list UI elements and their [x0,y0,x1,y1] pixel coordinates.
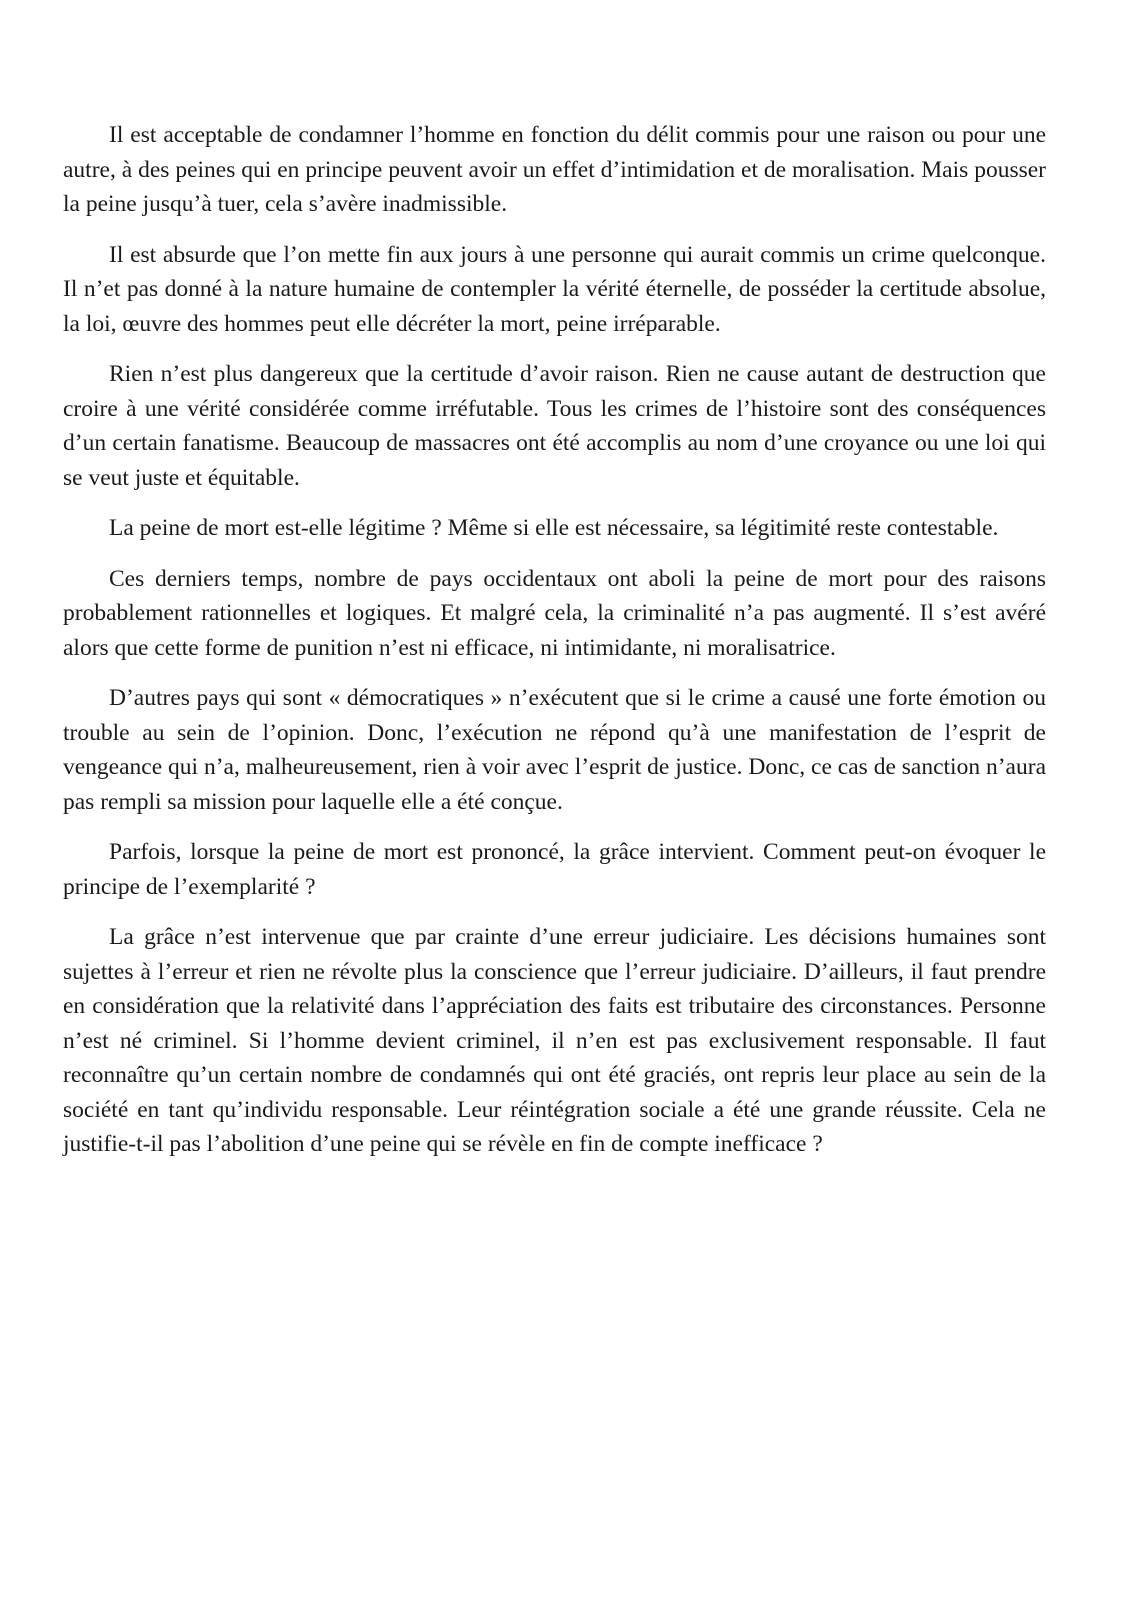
paragraph-7: Parfois, lorsque la peine de mort est prononcé, la grâce intervient. Comment peut-on évoquer le principe de l’exemplarité ? [63,839,1046,900]
paragraph-2: Il est absurde que l’on mette fin aux jours à une personne qui aurait commis un crime quelconque. Il n’et pas donné à la nature humaine de contempler la vérité éternelle, de posséder la certitude absolue, la loi, œuvre des hommes peut elle décréter la mort, peine irréparable. [63,241,1046,337]
paragraph-6: D’autres pays qui sont « démocratiques » n’exécutent que si le crime a causé une forte émotion ou trouble au sein de l’opinion. Donc, l’exécution ne répond qu’à une manifestation de l’esprit de vengeance qui n’a, malheureusement, rien à voir avec l’esprit de justice. Donc, ce cas de sanction n’aura pas rempli sa mission pour laquelle elle a été conçue. [63,685,1046,815]
paragraph-4: La peine de mort est-elle légitime ? Même si elle est nécessaire, sa légitimité reste contestable. [109,515,999,541]
paragraph-3: Rien n’est plus dangereux que la certitude d’avoir raison. Rien ne cause autant de destruction que croire à une vérité considérée comme irréfutable. Tous les crimes de l’histoire sont des conséquences d’un certain fanatisme. Beaucoup de massacres ont été accomplis au nom d’une croyance ou une loi qui se veut juste et équitable. [63,361,1046,491]
paragraph-8: La grâce n’est intervenue que par crainte d’une erreur judiciaire. Les décisions humaines sont sujettes à l’erreur et rien ne révolte plus la conscience que l’erreur judiciaire. D’ailleurs, il faut prendre en considération que la relativité dans l’appréciation des faits est tributaire des circonstances. Personne n’est né criminel. Si l’homme devient criminel, il n’en est pas exclusivement responsable. Il faut reconnaître qu’un certain nombre de condamnés qui ont été graciés, ont repris leur place au sein de la société en tant qu’individu responsable. Leur réintégration sociale a été une grande réussite. Cela ne justifie-t-il pas l’abolition d’une peine qui se révèle en fin de compte inefficace ? [63,924,1046,1157]
paragraph-1: Il est acceptable de condamner l’homme en fonction du délit commis pour une raison ou pour une autre, à des peines qui en principe peuvent avoir un effet d’intimidation et de moralisation. Mais pousser la peine jusqu’à tuer, cela s’avère inadmissible. [63,122,1046,217]
paragraph-5: Ces derniers temps, nombre de pays occidentaux ont aboli la peine de mort pour des raisons probablement rationnelles et logiques. Et malgré cela, la criminalité n’a pas augmenté. Il s’est avéré alors que cette forme de punition n’est ni efficace, ni intimidante, ni moralisatrice. [63,565,1046,661]
document-page [63,118,1046,1178]
